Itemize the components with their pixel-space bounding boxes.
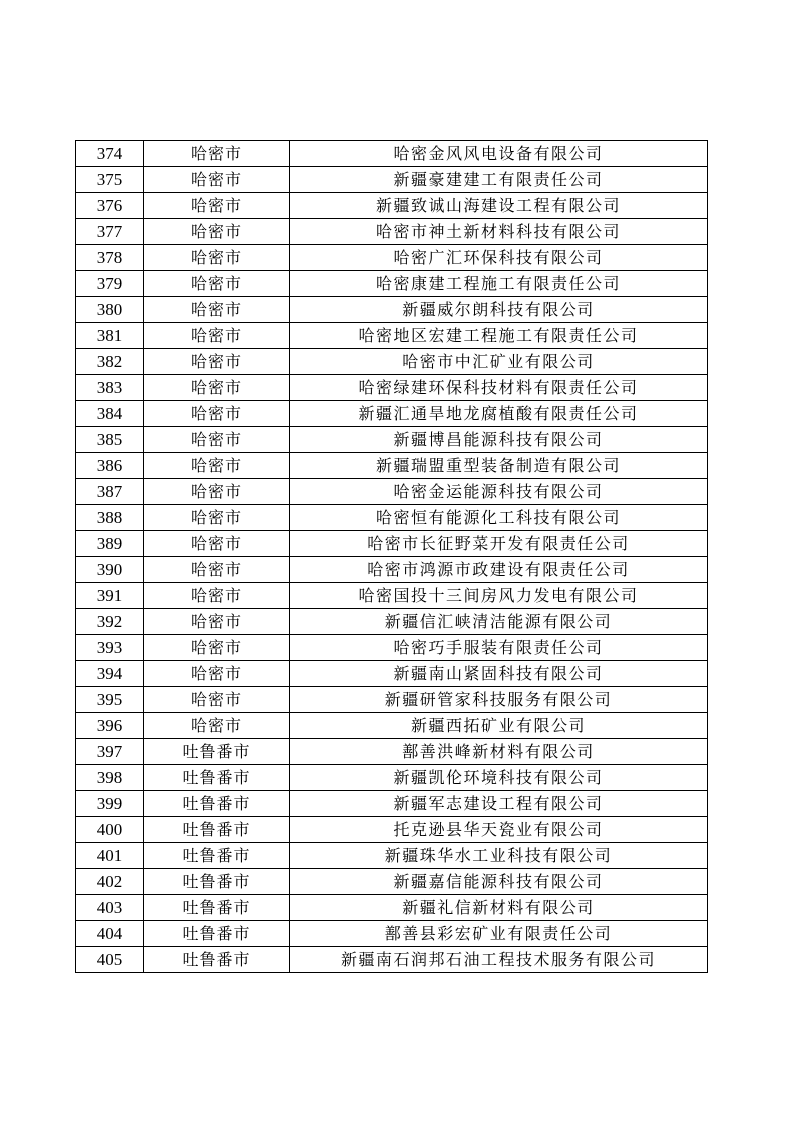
row-number: 374 [76, 141, 144, 167]
table-row [76, 505, 708, 531]
table-row [76, 713, 708, 739]
row-number: 386 [76, 453, 144, 479]
row-company-name: 新疆豪建建工有限责任公司 [290, 167, 708, 193]
table-row [76, 401, 708, 427]
table-row [76, 739, 708, 765]
row-company-name: 哈密绿建环保科技材料有限责任公司 [290, 375, 708, 401]
row-city: 哈密市 [144, 427, 290, 453]
row-company-name: 新疆瑞盟重型装备制造有限公司 [290, 453, 708, 479]
row-number: 400 [76, 817, 144, 843]
row-number: 377 [76, 219, 144, 245]
table-row [76, 687, 708, 713]
row-number: 396 [76, 713, 144, 739]
row-company-name: 哈密市神土新材料科技有限公司 [290, 219, 708, 245]
row-number: 387 [76, 479, 144, 505]
row-city: 吐鲁番市 [144, 947, 290, 973]
row-number: 405 [76, 947, 144, 973]
row-number: 402 [76, 869, 144, 895]
table-row [76, 297, 708, 323]
row-company-name: 哈密金风风电设备有限公司 [290, 141, 708, 167]
table-row [76, 921, 708, 947]
row-company-name: 新疆西拓矿业有限公司 [290, 713, 708, 739]
table-row [76, 843, 708, 869]
row-company-name: 新疆礼信新材料有限公司 [290, 895, 708, 921]
row-company-name: 托克逊县华天瓷业有限公司 [290, 817, 708, 843]
table-row [76, 557, 708, 583]
row-company-name: 哈密国投十三间房风力发电有限公司 [290, 583, 708, 609]
row-number: 388 [76, 505, 144, 531]
row-number: 384 [76, 401, 144, 427]
row-company-name: 新疆军志建设工程有限公司 [290, 791, 708, 817]
row-company-name: 哈密市中汇矿业有限公司 [290, 349, 708, 375]
row-number: 397 [76, 739, 144, 765]
table-row [76, 817, 708, 843]
row-company-name: 哈密市鸿源市政建设有限责任公司 [290, 557, 708, 583]
table-row [76, 323, 708, 349]
row-company-name: 新疆研管家科技服务有限公司 [290, 687, 708, 713]
row-company-name: 哈密恒有能源化工科技有限公司 [290, 505, 708, 531]
row-company-name: 新疆凯伦环境科技有限公司 [290, 765, 708, 791]
row-city: 哈密市 [144, 531, 290, 557]
row-number: 404 [76, 921, 144, 947]
row-city: 哈密市 [144, 375, 290, 401]
row-company-name: 哈密金运能源科技有限公司 [290, 479, 708, 505]
row-city: 哈密市 [144, 713, 290, 739]
table-row [76, 583, 708, 609]
table-body [76, 141, 708, 973]
row-number: 390 [76, 557, 144, 583]
row-city: 吐鲁番市 [144, 895, 290, 921]
row-company-name: 哈密广汇环保科技有限公司 [290, 245, 708, 271]
table-row [76, 245, 708, 271]
row-number: 393 [76, 635, 144, 661]
table-row [76, 531, 708, 557]
row-number: 379 [76, 271, 144, 297]
table-row [76, 193, 708, 219]
row-company-name: 新疆致诚山海建设工程有限公司 [290, 193, 708, 219]
table-row [76, 349, 708, 375]
row-number: 380 [76, 297, 144, 323]
row-city: 哈密市 [144, 583, 290, 609]
row-city: 哈密市 [144, 505, 290, 531]
row-city: 哈密市 [144, 609, 290, 635]
row-city: 哈密市 [144, 635, 290, 661]
row-city: 吐鲁番市 [144, 765, 290, 791]
table-row [76, 375, 708, 401]
table-row [76, 271, 708, 297]
row-company-name: 鄯善洪峰新材料有限公司 [290, 739, 708, 765]
row-company-name: 哈密市长征野菜开发有限责任公司 [290, 531, 708, 557]
row-number: 382 [76, 349, 144, 375]
row-company-name: 新疆珠华水工业科技有限公司 [290, 843, 708, 869]
table-row [76, 635, 708, 661]
row-number: 399 [76, 791, 144, 817]
row-company-name: 新疆博昌能源科技有限公司 [290, 427, 708, 453]
row-number: 381 [76, 323, 144, 349]
row-number: 403 [76, 895, 144, 921]
table-row [76, 219, 708, 245]
row-company-name: 哈密康建工程施工有限责任公司 [290, 271, 708, 297]
row-company-name: 新疆南山紧固科技有限公司 [290, 661, 708, 687]
row-city: 哈密市 [144, 219, 290, 245]
row-company-name: 新疆信汇峡清洁能源有限公司 [290, 609, 708, 635]
row-number: 385 [76, 427, 144, 453]
table-row [76, 947, 708, 973]
row-number: 391 [76, 583, 144, 609]
row-number: 392 [76, 609, 144, 635]
table-row [76, 453, 708, 479]
row-company-name: 鄯善县彩宏矿业有限责任公司 [290, 921, 708, 947]
table-row [76, 479, 708, 505]
row-company-name: 新疆嘉信能源科技有限公司 [290, 869, 708, 895]
row-number: 394 [76, 661, 144, 687]
table-row [76, 427, 708, 453]
row-number: 395 [76, 687, 144, 713]
table-row [76, 869, 708, 895]
row-number: 378 [76, 245, 144, 271]
row-city: 吐鲁番市 [144, 843, 290, 869]
row-company-name: 哈密地区宏建工程施工有限责任公司 [290, 323, 708, 349]
row-city: 吐鲁番市 [144, 817, 290, 843]
row-number: 376 [76, 193, 144, 219]
row-city: 吐鲁番市 [144, 921, 290, 947]
row-city: 哈密市 [144, 323, 290, 349]
table-row [76, 167, 708, 193]
table-row [76, 661, 708, 687]
row-city: 哈密市 [144, 245, 290, 271]
table-row [76, 141, 708, 167]
row-city: 哈密市 [144, 271, 290, 297]
row-city: 哈密市 [144, 661, 290, 687]
table-row [76, 765, 708, 791]
row-city: 哈密市 [144, 297, 290, 323]
row-city: 哈密市 [144, 687, 290, 713]
row-city: 哈密市 [144, 557, 290, 583]
row-city: 哈密市 [144, 479, 290, 505]
row-number: 389 [76, 531, 144, 557]
row-company-name: 新疆汇通旱地龙腐植酸有限责任公司 [290, 401, 708, 427]
row-city: 哈密市 [144, 141, 290, 167]
table-row [76, 609, 708, 635]
row-company-name: 新疆南石润邦石油工程技术服务有限公司 [290, 947, 708, 973]
row-company-name: 哈密巧手服装有限责任公司 [290, 635, 708, 661]
row-city: 哈密市 [144, 453, 290, 479]
row-city: 哈密市 [144, 167, 290, 193]
row-number: 401 [76, 843, 144, 869]
company-list-table [75, 140, 708, 973]
table-row [76, 895, 708, 921]
row-city: 吐鲁番市 [144, 791, 290, 817]
row-city: 哈密市 [144, 193, 290, 219]
row-number: 375 [76, 167, 144, 193]
row-number: 383 [76, 375, 144, 401]
row-number: 398 [76, 765, 144, 791]
row-city: 吐鲁番市 [144, 869, 290, 895]
row-city: 吐鲁番市 [144, 739, 290, 765]
row-company-name: 新疆威尔朗科技有限公司 [290, 297, 708, 323]
row-city: 哈密市 [144, 401, 290, 427]
table-row [76, 791, 708, 817]
row-city: 哈密市 [144, 349, 290, 375]
